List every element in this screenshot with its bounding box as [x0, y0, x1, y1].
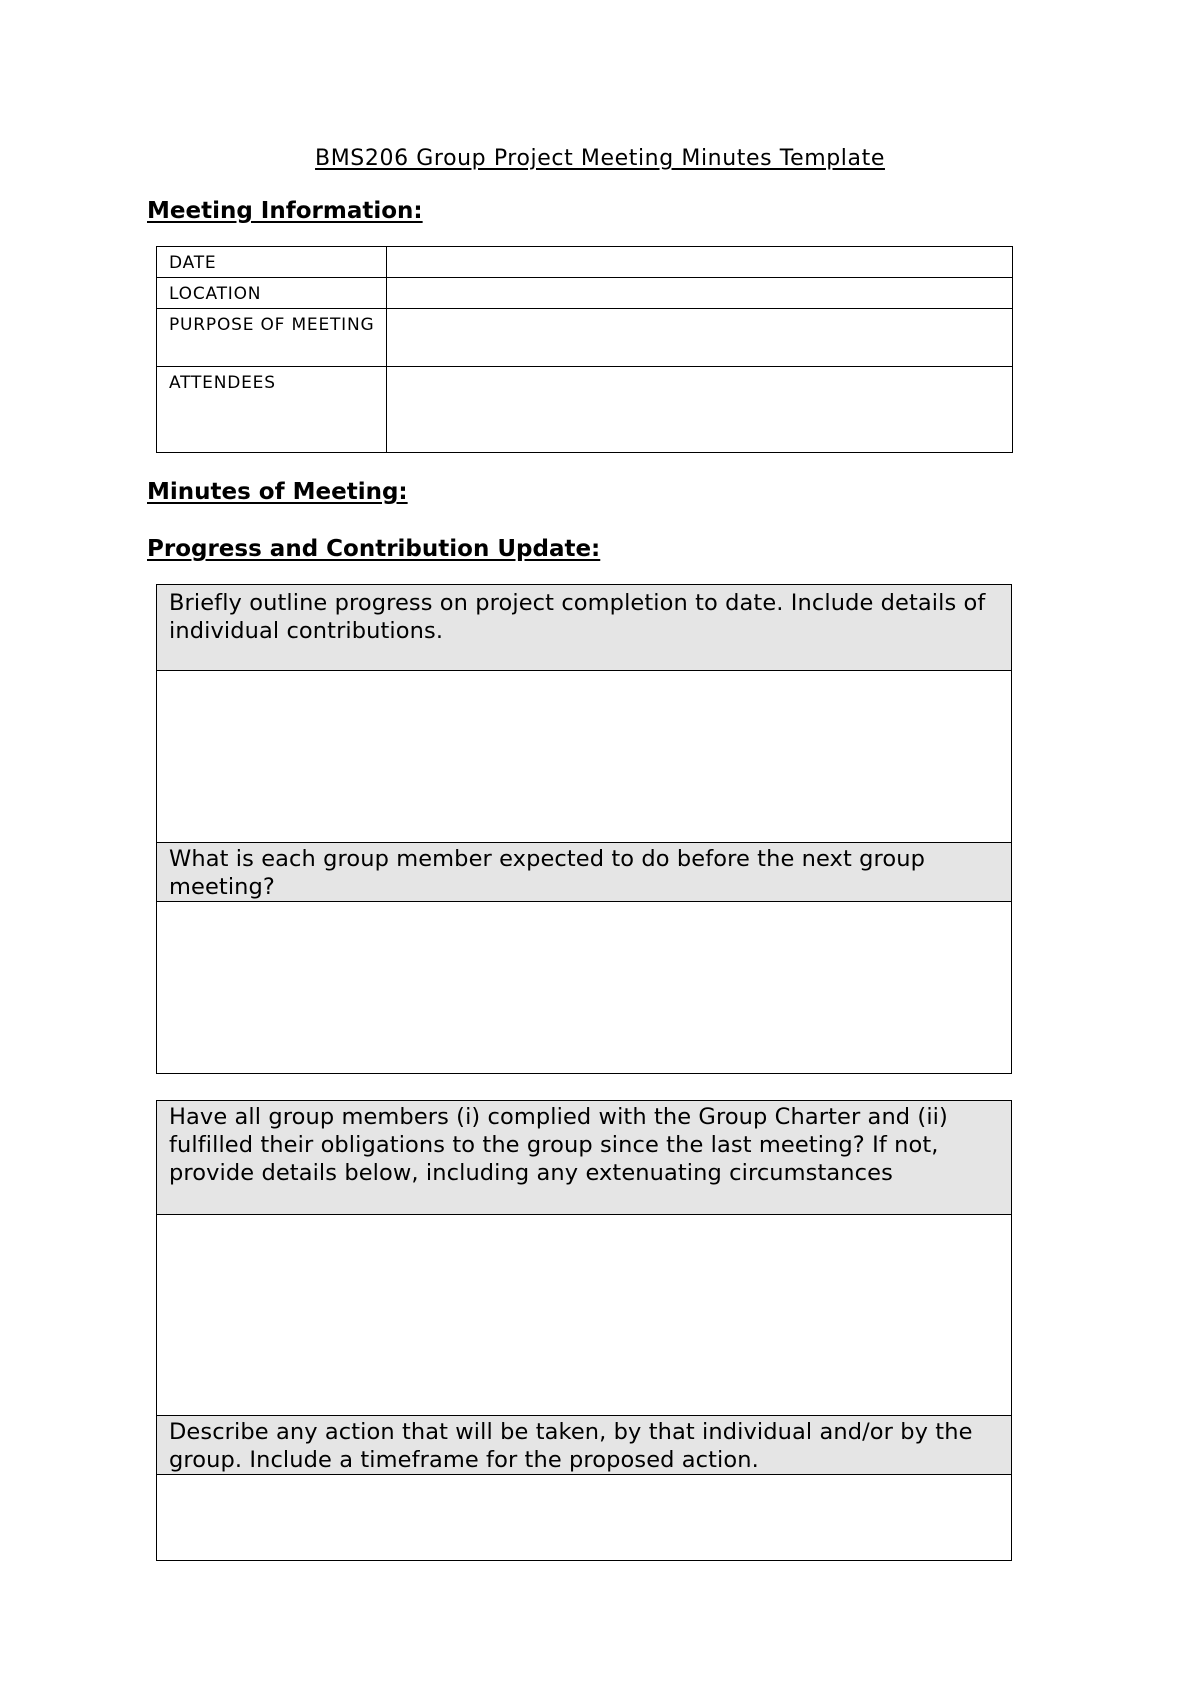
action-prompt: Describe any action that will be taken, by that individual and/or by the group. Include a timeframe for the proposed action. — [157, 1416, 1012, 1475]
document-title: BMS206 Group Project Meeting Minutes Template — [315, 146, 885, 171]
info-label-purpose: PURPOSE OF MEETING — [157, 309, 387, 367]
progress-response-row — [157, 671, 1012, 843]
info-label-attendees: ATTENDEES — [157, 367, 387, 453]
meeting-information-table — [156, 246, 1013, 453]
progress-response-field[interactable] — [157, 671, 1012, 843]
progress-prompt-row — [157, 585, 1012, 671]
compliance-table — [156, 1100, 1012, 1561]
progress-heading: Progress and Contribution Update: — [147, 536, 601, 562]
progress-prompt: Briefly outline progress on project completion to date. Include details of individual contributions. — [157, 585, 1012, 671]
meeting-information-heading: Meeting Information: — [147, 198, 423, 224]
info-row-date — [157, 247, 1013, 278]
next-tasks-prompt: What is each group member expected to do before the next group meeting? — [157, 843, 1012, 902]
info-row-location — [157, 278, 1013, 309]
next-tasks-response-field[interactable] — [157, 902, 1012, 1074]
compliance-prompt-row — [157, 1101, 1012, 1215]
location-field[interactable] — [387, 278, 1013, 309]
attendees-field[interactable] — [387, 367, 1013, 453]
action-response-field[interactable] — [157, 1475, 1012, 1561]
info-row-attendees — [157, 367, 1013, 453]
compliance-prompt: Have all group members (i) complied with the Group Charter and (ii) fulfilled their obligations to the group since the last meeting? If not, provide details below, including any extenuating circumstances — [157, 1101, 1012, 1215]
minutes-heading: Minutes of Meeting: — [147, 479, 408, 505]
compliance-response-field[interactable] — [157, 1215, 1012, 1416]
info-label-date: DATE — [157, 247, 387, 278]
info-label-location: LOCATION — [157, 278, 387, 309]
progress-table — [156, 584, 1012, 1074]
info-row-purpose — [157, 309, 1013, 367]
compliance-response-row — [157, 1215, 1012, 1416]
next-tasks-response-row — [157, 902, 1012, 1074]
purpose-field[interactable] — [387, 309, 1013, 367]
action-response-row — [157, 1475, 1012, 1561]
date-field[interactable] — [387, 247, 1013, 278]
next-tasks-prompt-row — [157, 843, 1012, 902]
action-prompt-row — [157, 1416, 1012, 1475]
